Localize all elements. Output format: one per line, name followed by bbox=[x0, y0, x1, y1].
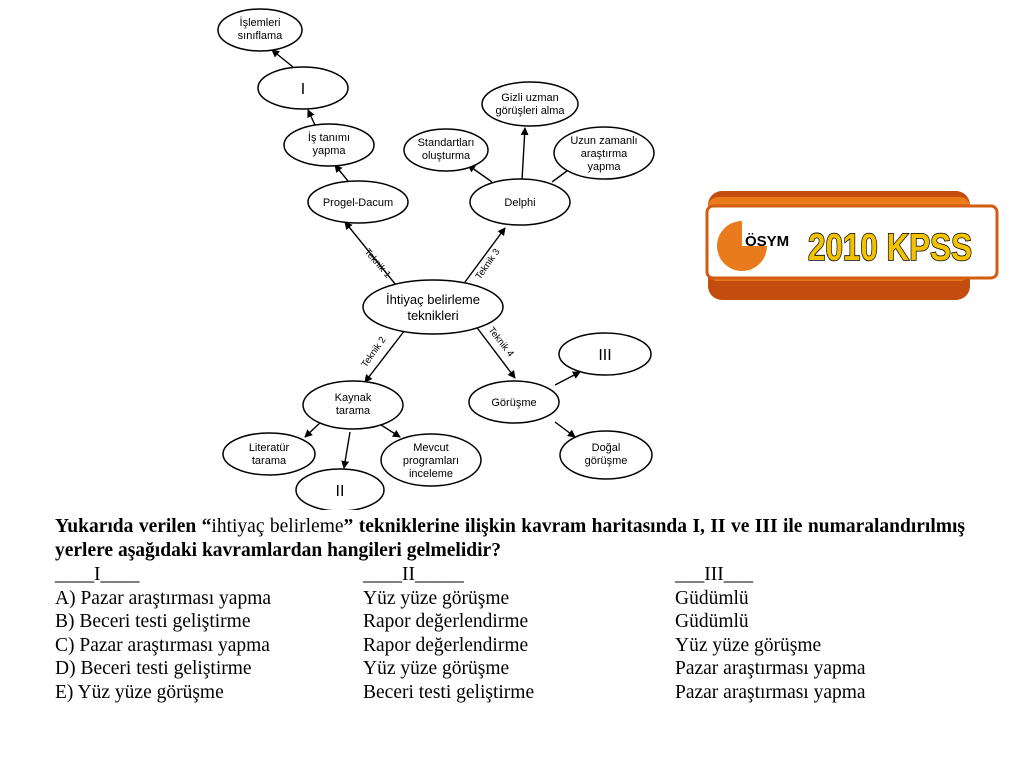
standartlari-label-2: oluşturma bbox=[421, 150, 471, 162]
option-b-col-2: Rapor değerlendirme bbox=[363, 611, 529, 632]
column-headers bbox=[55, 563, 965, 587]
mevcut-label-2: programları bbox=[402, 455, 460, 467]
uzun-label-3: yapma bbox=[587, 161, 621, 173]
progel-label: Progel-Dacum bbox=[322, 197, 394, 209]
roman-1-label: I bbox=[300, 81, 306, 98]
gorusme-label: Görüşme bbox=[491, 397, 537, 409]
node-literatur bbox=[223, 433, 315, 475]
option-e-col-2: Beceri testi geliştirme bbox=[363, 681, 535, 703]
uzun-label-2: araştırma bbox=[580, 148, 628, 160]
edge-label-teknik-3: Teknik 3 bbox=[473, 246, 503, 282]
mevcut-label-3: inceleme bbox=[408, 468, 454, 480]
uzun-label-1: Uzun zamanlı bbox=[570, 135, 638, 147]
arrow-delphi-standartlari bbox=[468, 165, 492, 182]
question-stem bbox=[55, 515, 965, 563]
question-block bbox=[55, 515, 965, 704]
arrow-roman1-islemleri bbox=[272, 50, 293, 67]
option-d-col-1: D) Beceri testi geliştirme bbox=[55, 658, 252, 679]
option-a-col-3: Güdümlü bbox=[675, 587, 749, 609]
is-tanimi-label-1: İş tanımı bbox=[307, 132, 351, 144]
mevcut-label-1: Mevcut bbox=[413, 442, 449, 454]
roman-3-label: III bbox=[598, 347, 612, 364]
option-e-col-3: Pazar araştırması yapma bbox=[675, 681, 866, 703]
stem-part-1: Yukarıda verilen “ bbox=[55, 516, 212, 537]
gizli-label-1: Gizli uzman bbox=[501, 92, 559, 104]
arrow-gorusme-roman3 bbox=[555, 372, 580, 385]
dogal-label-1: Doğal bbox=[591, 442, 621, 454]
option-e[interactable] bbox=[55, 681, 965, 705]
islemleri-label-1: İşlemleri bbox=[239, 17, 281, 29]
option-d-col-2: Yüz yüze görüşme bbox=[363, 658, 510, 679]
literatur-label-2: tarama bbox=[251, 455, 287, 467]
logo-kpss-title: 2010 KPSS bbox=[808, 227, 972, 269]
delphi-label: Delphi bbox=[504, 197, 536, 209]
center-label-2: teknikleri bbox=[407, 308, 459, 323]
kaynak-label-2: tarama bbox=[335, 405, 371, 417]
arrow-delphi-gizli bbox=[522, 128, 525, 180]
header-I: ____I____ bbox=[55, 564, 140, 585]
header-II: ____II_____ bbox=[363, 564, 464, 585]
node-gizli bbox=[482, 82, 578, 126]
stem-part-3: ” tekniklerine ilişkin kavram haritasında I, II ve III ile numaralandırılmış yerlere aşağıdaki kavramlardan hangileri gelmelidir? bbox=[55, 516, 965, 561]
islemleri-label-2: sınıflama bbox=[237, 30, 283, 42]
option-d[interactable] bbox=[55, 657, 965, 681]
option-e-col-1: E) Yüz yüze görüşme bbox=[55, 681, 224, 703]
option-a-col-1: A) Pazar araştırması yapma bbox=[55, 587, 272, 609]
option-a[interactable] bbox=[55, 587, 965, 611]
arrow-gorusme-dogal bbox=[555, 422, 575, 437]
header-III: ___III___ bbox=[675, 564, 753, 585]
gizli-label-2: görüşleri alma bbox=[495, 105, 565, 117]
arrow-progel-istanimi bbox=[335, 165, 348, 181]
arrow-istanimi-roman1 bbox=[308, 110, 315, 125]
edge-label-teknik-2: Teknik 2 bbox=[359, 334, 389, 370]
dogal-label-2: görüşme bbox=[584, 455, 628, 467]
logo-osym-text: ÖSYM bbox=[745, 233, 790, 250]
center-label-1: İhtiyaç belirleme bbox=[386, 292, 480, 307]
roman-2-label: II bbox=[335, 483, 345, 500]
is-tanimi-label-2: yapma bbox=[312, 145, 346, 157]
node-center bbox=[363, 280, 503, 334]
edge-label-teknik-1: Teknik 1 bbox=[361, 246, 393, 281]
option-c[interactable] bbox=[55, 634, 965, 658]
kpss-logo bbox=[707, 191, 997, 300]
arrow-kaynak-roman2 bbox=[344, 432, 350, 468]
option-d-col-3: Pazar araştırması yapma bbox=[675, 658, 866, 679]
option-c-col-1: C) Pazar araştırması yapma bbox=[55, 634, 270, 656]
option-c-col-2: Rapor değerlendirme bbox=[363, 634, 529, 656]
kaynak-label-1: Kaynak bbox=[334, 392, 372, 404]
option-b[interactable] bbox=[55, 610, 965, 634]
edge-label-teknik-4: Teknik 4 bbox=[485, 325, 516, 360]
option-a-col-2: Yüz yüze görüşme bbox=[363, 587, 510, 609]
option-b-col-1: B) Beceri testi geliştirme bbox=[55, 611, 251, 632]
option-b-col-3: Güdümlü bbox=[675, 611, 749, 632]
literatur-label-1: Literatür bbox=[248, 442, 290, 454]
stem-part-2: ihtiyaç belirleme bbox=[211, 516, 344, 537]
option-c-col-3: Yüz yüze görüşme bbox=[675, 634, 822, 656]
standartlari-label-1: Standartları bbox=[417, 137, 475, 149]
